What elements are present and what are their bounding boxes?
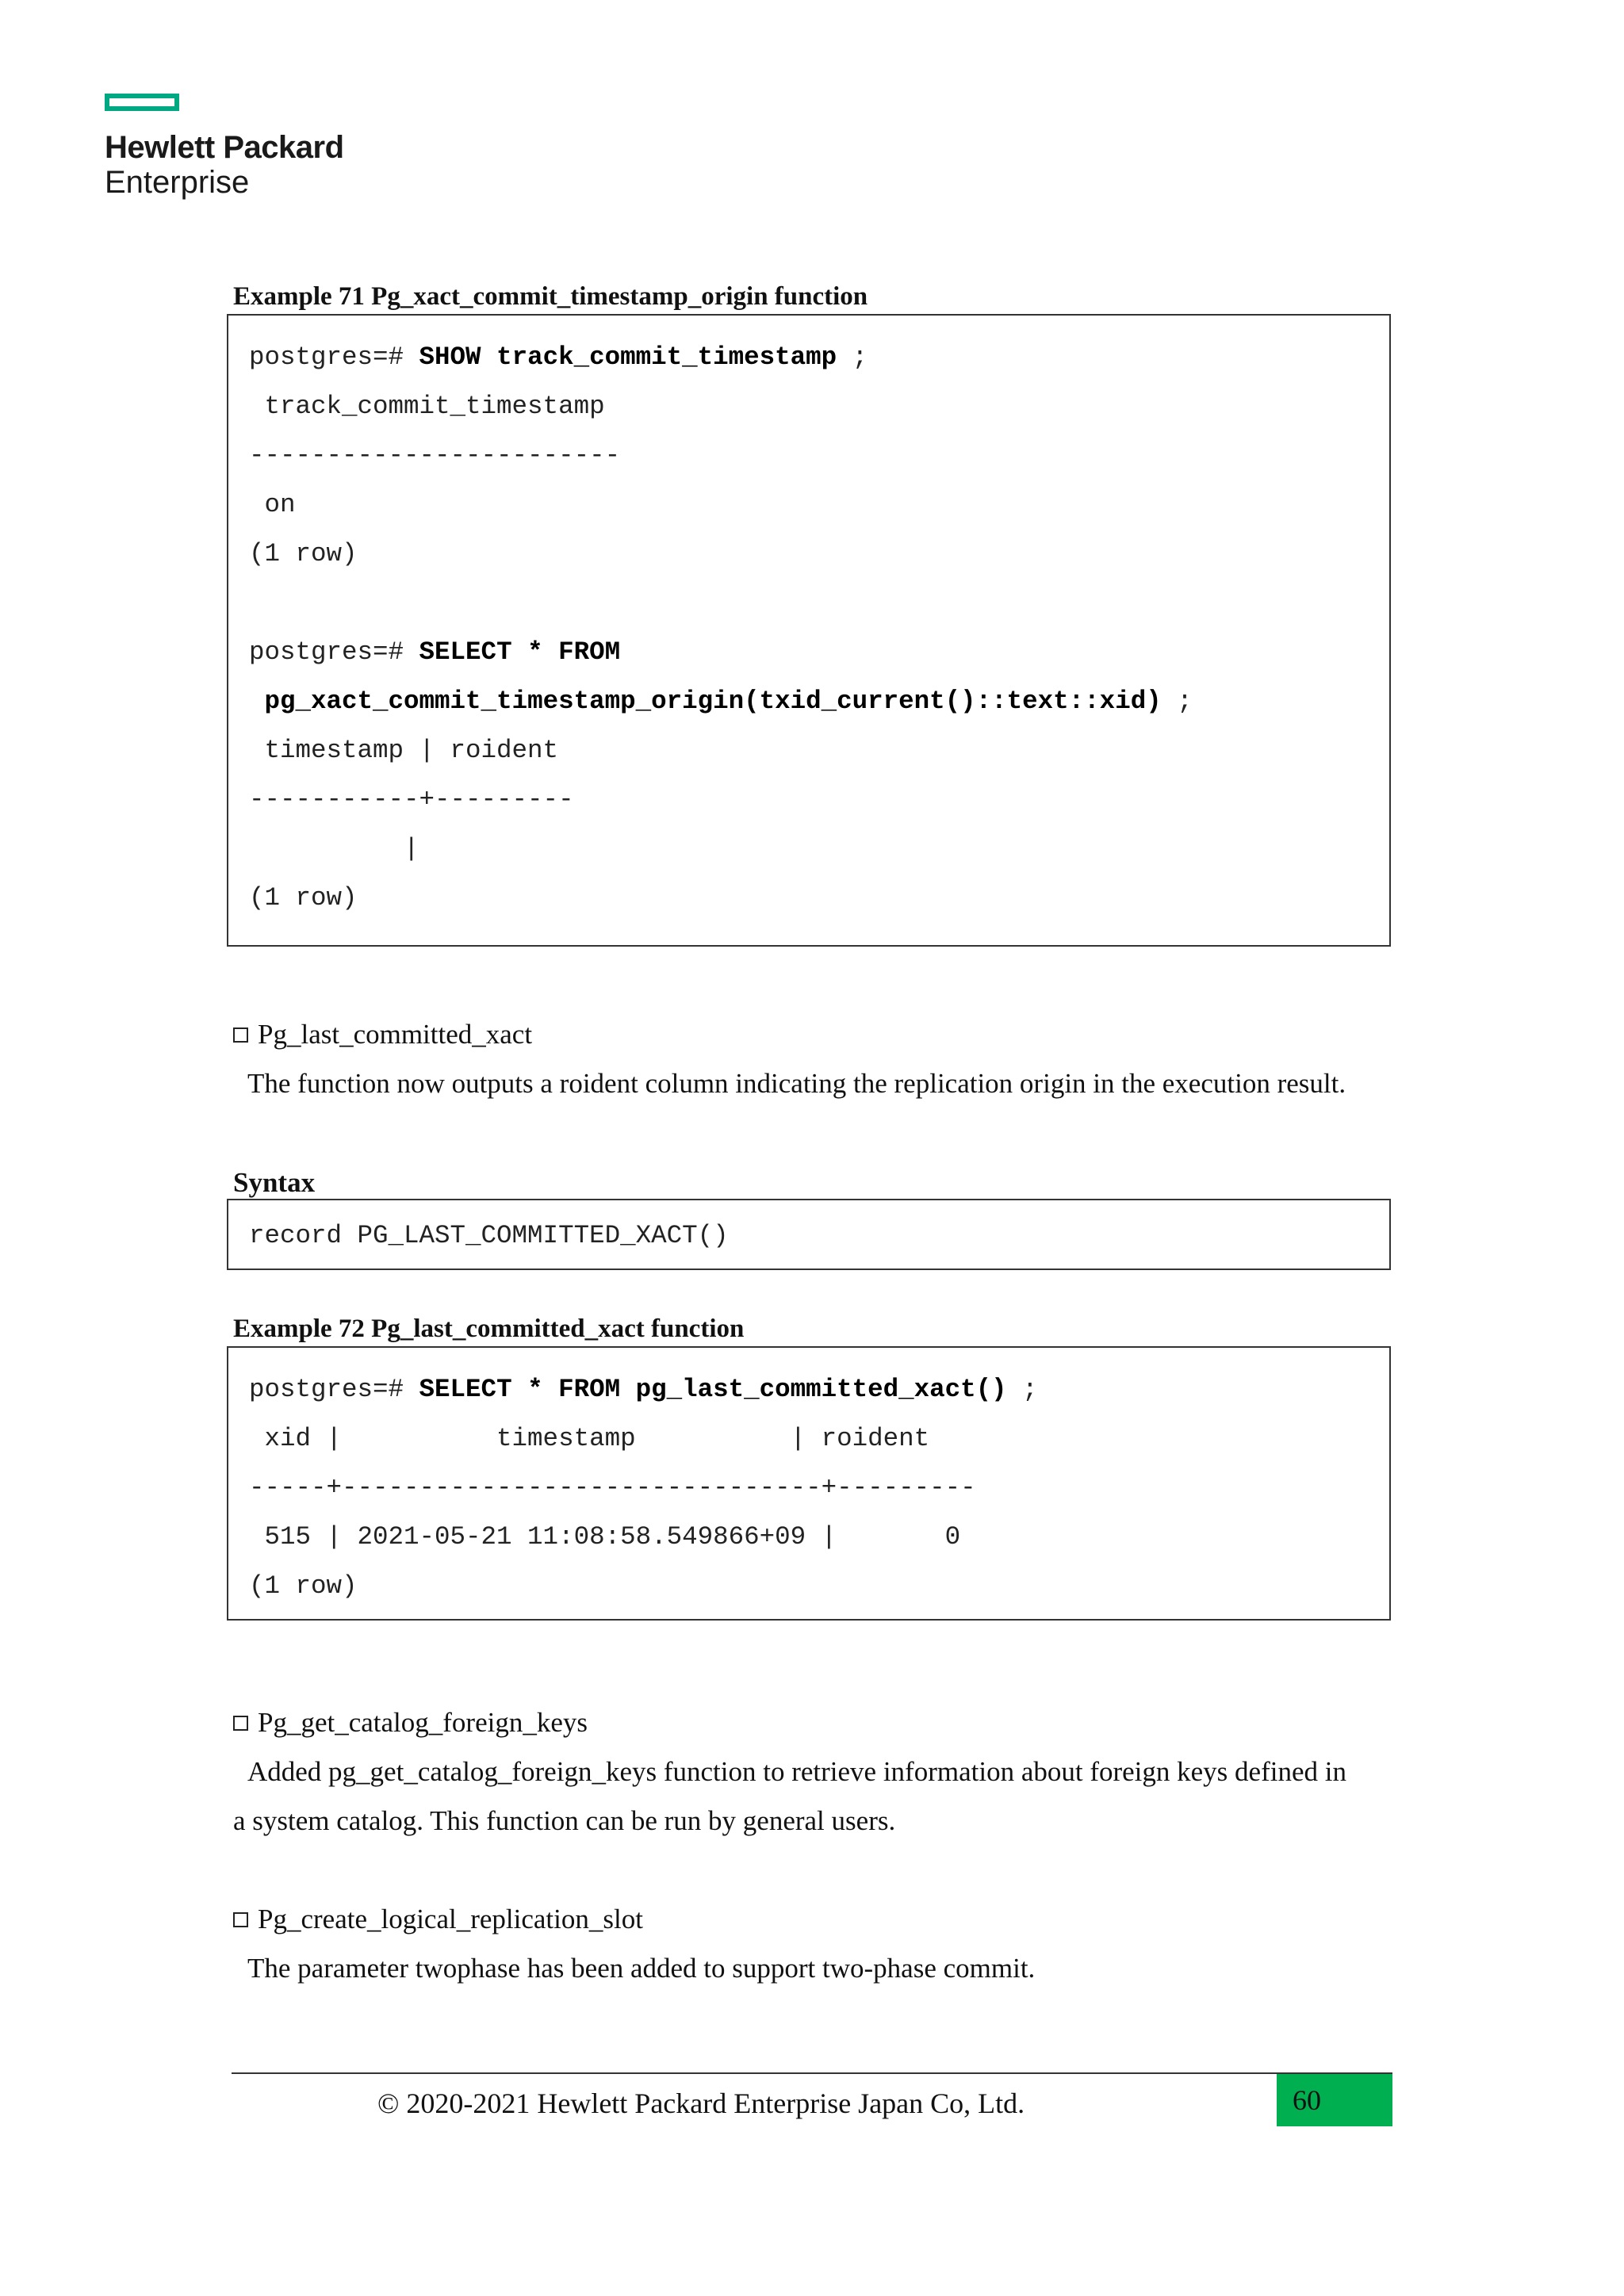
code-text: postgres=# (249, 1375, 419, 1404)
code-command: pg_xact_commit_timestamp_origin(txid_current()::text::xid) (264, 687, 1162, 716)
hpe-logo (105, 94, 344, 200)
code-terminator: ; (1161, 687, 1193, 716)
code-text: (1 row) (249, 539, 358, 568)
code-line (249, 874, 1389, 923)
code-command: SHOW track_commit_timestamp (419, 342, 837, 372)
code-line (249, 1414, 1389, 1464)
code-line (249, 333, 1389, 382)
square-bullet-icon (233, 1027, 248, 1043)
code-line (249, 480, 1389, 530)
section-logical-slot-title: Pg_create_logical_replication_slot (258, 1904, 643, 1934)
example71-caption: Example 71 Pg_xact_commit_timestamp_origin function (233, 282, 868, 311)
code-line (249, 825, 1389, 874)
code-line (249, 1513, 1389, 1562)
syntax-heading: Syntax (233, 1167, 316, 1198)
code-text: 515 | 2021-05-21 11:08:58.549866+09 | 0 (249, 1522, 961, 1552)
code-text: timestamp | roident (249, 736, 559, 765)
code-text: postgres=# (249, 637, 419, 667)
code-line (249, 1562, 1389, 1611)
code-text: | (249, 834, 419, 863)
code-text: (1 row) (249, 1571, 358, 1601)
square-bullet-icon (233, 1716, 248, 1731)
code-line (249, 628, 1389, 677)
code-text: on (249, 490, 296, 519)
code-text: -----+-------------------------------+--------- (249, 1473, 976, 1502)
code-command: SELECT * FROM pg_last_committed_xact() (419, 1375, 1007, 1404)
code-command: SELECT * FROM (419, 637, 621, 667)
section-last-committed-body: The function now outputs a roident column indicating the replication origin in the execution result. (247, 1068, 1346, 1099)
example72-code-block (227, 1346, 1391, 1621)
section-last-committed-title: Pg_last_committed_xact (258, 1019, 533, 1050)
code-terminator: ; (837, 342, 868, 372)
section-last-committed-heading (233, 1010, 532, 1059)
code-line (249, 431, 1389, 480)
code-text: -----------+--------- (249, 785, 574, 814)
code-line (249, 726, 1389, 775)
code-line (249, 382, 1389, 431)
hpe-logo-mark (105, 94, 179, 111)
code-text: (1 row) (249, 883, 358, 913)
section-foreign-keys-body-line2: a system catalog. This function can be run by general users. (233, 1805, 896, 1836)
square-bullet-icon (233, 1912, 248, 1927)
code-line (249, 1464, 1389, 1513)
logo-text-line1: Hewlett Packard (105, 130, 344, 165)
example72-caption: Example 72 Pg_last_committed_xact function (233, 1314, 745, 1343)
section-foreign-keys-title: Pg_get_catalog_foreign_keys (258, 1707, 588, 1738)
logo-text-line2: Enterprise (105, 165, 250, 200)
code-text: ------------------------ (249, 441, 621, 470)
section-logical-slot-body: The parameter twophase has been added to support two-phase commit. (247, 1953, 1036, 1984)
code-text: xid | timestamp | roident (249, 1424, 930, 1453)
example71-code-block (227, 314, 1391, 947)
section-foreign-keys-heading (233, 1698, 588, 1747)
syntax-code-block (227, 1199, 1391, 1270)
code-text (249, 687, 265, 716)
code-line (249, 530, 1389, 579)
code-line (249, 1365, 1389, 1414)
section-foreign-keys-body-line1: Added pg_get_catalog_foreign_keys function to retrieve information about foreign keys defined in (247, 1756, 1346, 1787)
page-number: 60 (1277, 2074, 1392, 2126)
footer-divider (232, 2072, 1392, 2074)
syntax-code-line: record PG_LAST_COMMITTED_XACT() (249, 1221, 729, 1250)
code-terminator: ; (1006, 1375, 1038, 1404)
code-line (249, 579, 1389, 628)
section-logical-slot-heading (233, 1895, 643, 1944)
code-text: track_commit_timestamp (249, 392, 605, 421)
code-text: postgres=# (249, 342, 419, 372)
footer-copyright: © 2020-2021 Hewlett Packard Enterprise Japan Co, Ltd. (377, 2087, 1025, 2119)
code-line (249, 775, 1389, 825)
code-line (249, 677, 1389, 726)
